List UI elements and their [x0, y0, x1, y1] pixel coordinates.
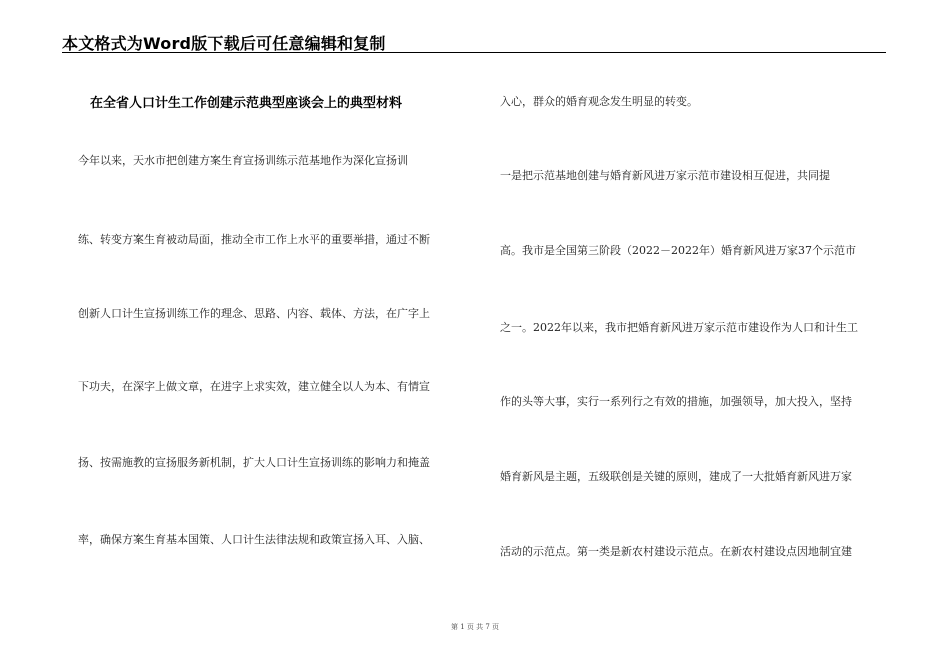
- body-line: 高。我市是全国第三阶段（2022－2022年）婚育新风进万家37个示范市: [500, 244, 856, 257]
- body-line: 一是把示范基地创建与婚育新风进万家示范市建设相互促进，共同提: [500, 169, 830, 182]
- body-line: 活动的示范点。第一类是新农村建设示范点。在新农村建设点因地制宜建: [500, 545, 852, 558]
- banner-title: 本文格式为Word版下载后可任意编辑和复制: [62, 34, 386, 53]
- body-line: 婚育新风是主题，五级联创是关键的原则，建成了一大批婚育新风进万家: [500, 470, 852, 483]
- document-title: 在全省人口计生工作创建示范典型座谈会上的典型材料: [90, 96, 403, 111]
- body-line: 扬、按需施教的宣扬服务新机制，扩大人口计生宣扬训练的影响力和掩盖: [78, 456, 430, 469]
- body-line: 作的头等大事，实行一系列行之有效的措施，加强领导，加大投入，坚持: [500, 395, 852, 408]
- body-line: 入心，群众的婚育观念发生明显的转变。: [500, 95, 698, 108]
- body-line: 创新人口计生宣扬训练工作的理念、思路、内容、载体、方法，在广字上: [78, 307, 430, 320]
- body-line: 练、转变方案生育被动局面，推动全市工作上水平的重要举措，通过不断: [78, 233, 430, 246]
- header-banner: [62, 30, 886, 53]
- body-line: 今年以来，天水市把创建方案生育宣扬训练示范基地作为深化宣扬训: [78, 154, 408, 167]
- body-line: 下功夫，在深字上做文章，在进字上求实效，建立健全以人为本、有情宣: [78, 380, 430, 393]
- body-line: 率，确保方案生育基本国策、人口计生法律法规和政策宣扬入耳、入脑、: [78, 533, 430, 546]
- body-line: 之一。2022年以来，我市把婚育新风进万家示范市建设作为人口和计生工: [500, 321, 858, 334]
- page-number: 第 1 页 共 7 页: [450, 623, 500, 631]
